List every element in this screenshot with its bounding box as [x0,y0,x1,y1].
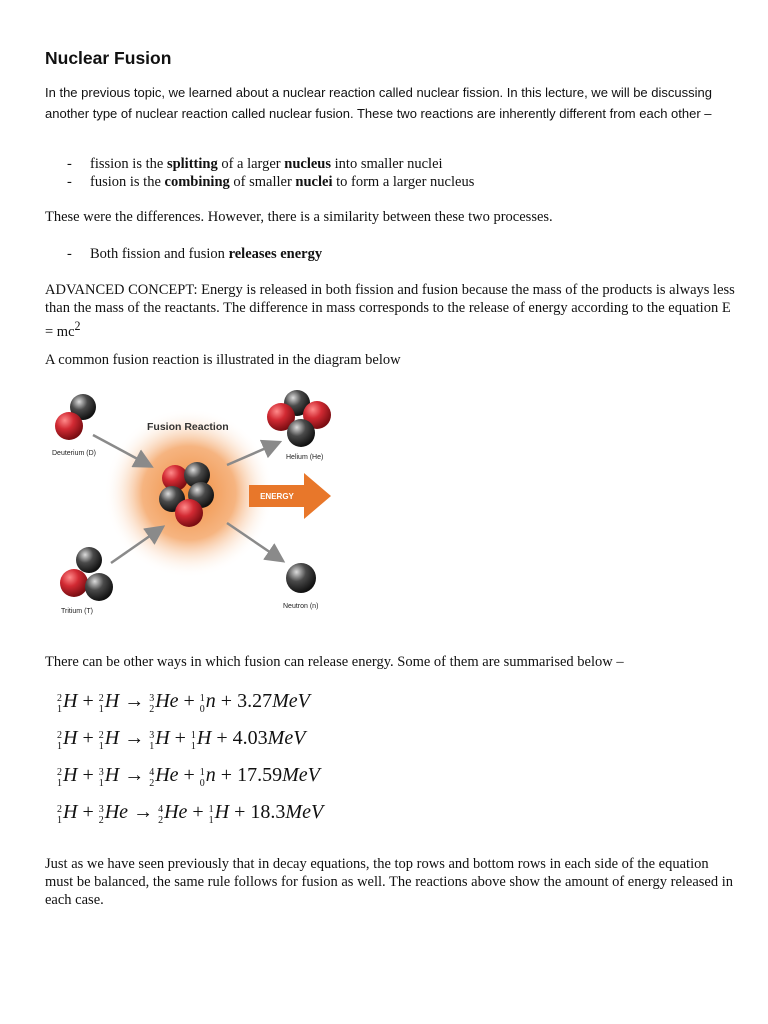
nuclide: 3 2 He [149,690,179,716]
nuclide: 2 1 H [98,727,120,753]
nuclide: 3 2 He [98,801,129,827]
neutron-particle [286,563,316,593]
nuclide: 4 2 He [158,801,188,827]
nuclide: 2 1 H [57,690,78,716]
nuclide: 1 1 H [190,727,212,753]
diagram-intro: A common fusion reaction is illustrated in the diagram below [45,352,401,368]
energy-label: ENERGY [260,492,294,501]
list-item: - fission is the splitting of a larger nucleus into smaller nuclei [67,156,443,172]
nuclide: 2 1 H [57,727,78,753]
deuterium-label: Deuterium (D) [52,450,96,457]
differences-list [45,155,735,191]
nuclide: 3 1 H [149,727,170,753]
tritium-label: Tritium (T) [61,608,94,615]
nuclide: 1 0 n [199,690,216,716]
fusion-equation: 2 1 H + 2 1 H → 3 2 He + 1 0 n + 3.27MeV [57,690,310,716]
tritium-atom [60,547,113,601]
fusion-equation: 2 1 H + 3 2 He → 4 2 He + 1 1 H + 18.3MeV [57,801,324,827]
nuclide: 4 2 He [149,764,179,790]
fusion-reaction-diagram [49,383,351,623]
nuclide: 2 1 H [57,801,78,827]
closing-paragraph: Just as we have seen previously that in decay equations, the top rows and bottom rows in each side of the equation must be balanced, the same rule follows for fusion as well. The reactions above show the amount of energy released in each case. [45,856,734,908]
helium-atom [267,390,331,447]
advanced-concept-paragraph: ADVANCED CONCEPT: Energy is released in both fission and fusion because the mass of the products is always less than the mass of the reactants. The difference in mass corresponds to the release of energy according to the equation $E = mc^2$ [45,282,735,340]
list-item: - fusion is the combining of smaller nuclei to form a larger nucleus [67,174,475,190]
nuclide: 2 1 H [98,690,120,716]
deuterium-atom [55,394,96,440]
nuclide: 1 0 n [199,764,216,790]
fusion-equation: 2 1 H + 2 1 H → 3 1 H + 1 1 H + 4.03MeV [57,727,306,753]
other-ways-paragraph: There can be other ways in which fusion can release energy. Some of them are summarised below – [45,654,624,670]
fusion-equation: 2 1 H + 3 1 H → 4 2 He + 1 0 n + 17.59MeV [57,764,320,790]
nuclide: 3 1 H [98,764,120,790]
nuclide: 2 1 H [57,764,78,790]
neutron-label: Neutron (n) [283,603,319,610]
fusion-equations [57,690,437,838]
list-item: - Both fission and fusion releases energy [67,246,323,262]
intro-paragraph: In the previous topic, we learned about a nuclear reaction called nuclear fission. In this lecture, we will be discussing another type of nuclear reaction called nuclear fusion. These two reactions are inherently different from each other – [45,85,712,121]
nuclide: 1 1 H [208,801,230,827]
helium-label: Helium (He) [286,454,324,461]
page-title: Nuclear Fusion [45,48,172,68]
similarity-intro: These were the differences. However, there is a similarity between these two processes. [45,209,553,225]
similarity-list [45,245,735,263]
figure-title: Fusion Reaction [147,421,229,433]
